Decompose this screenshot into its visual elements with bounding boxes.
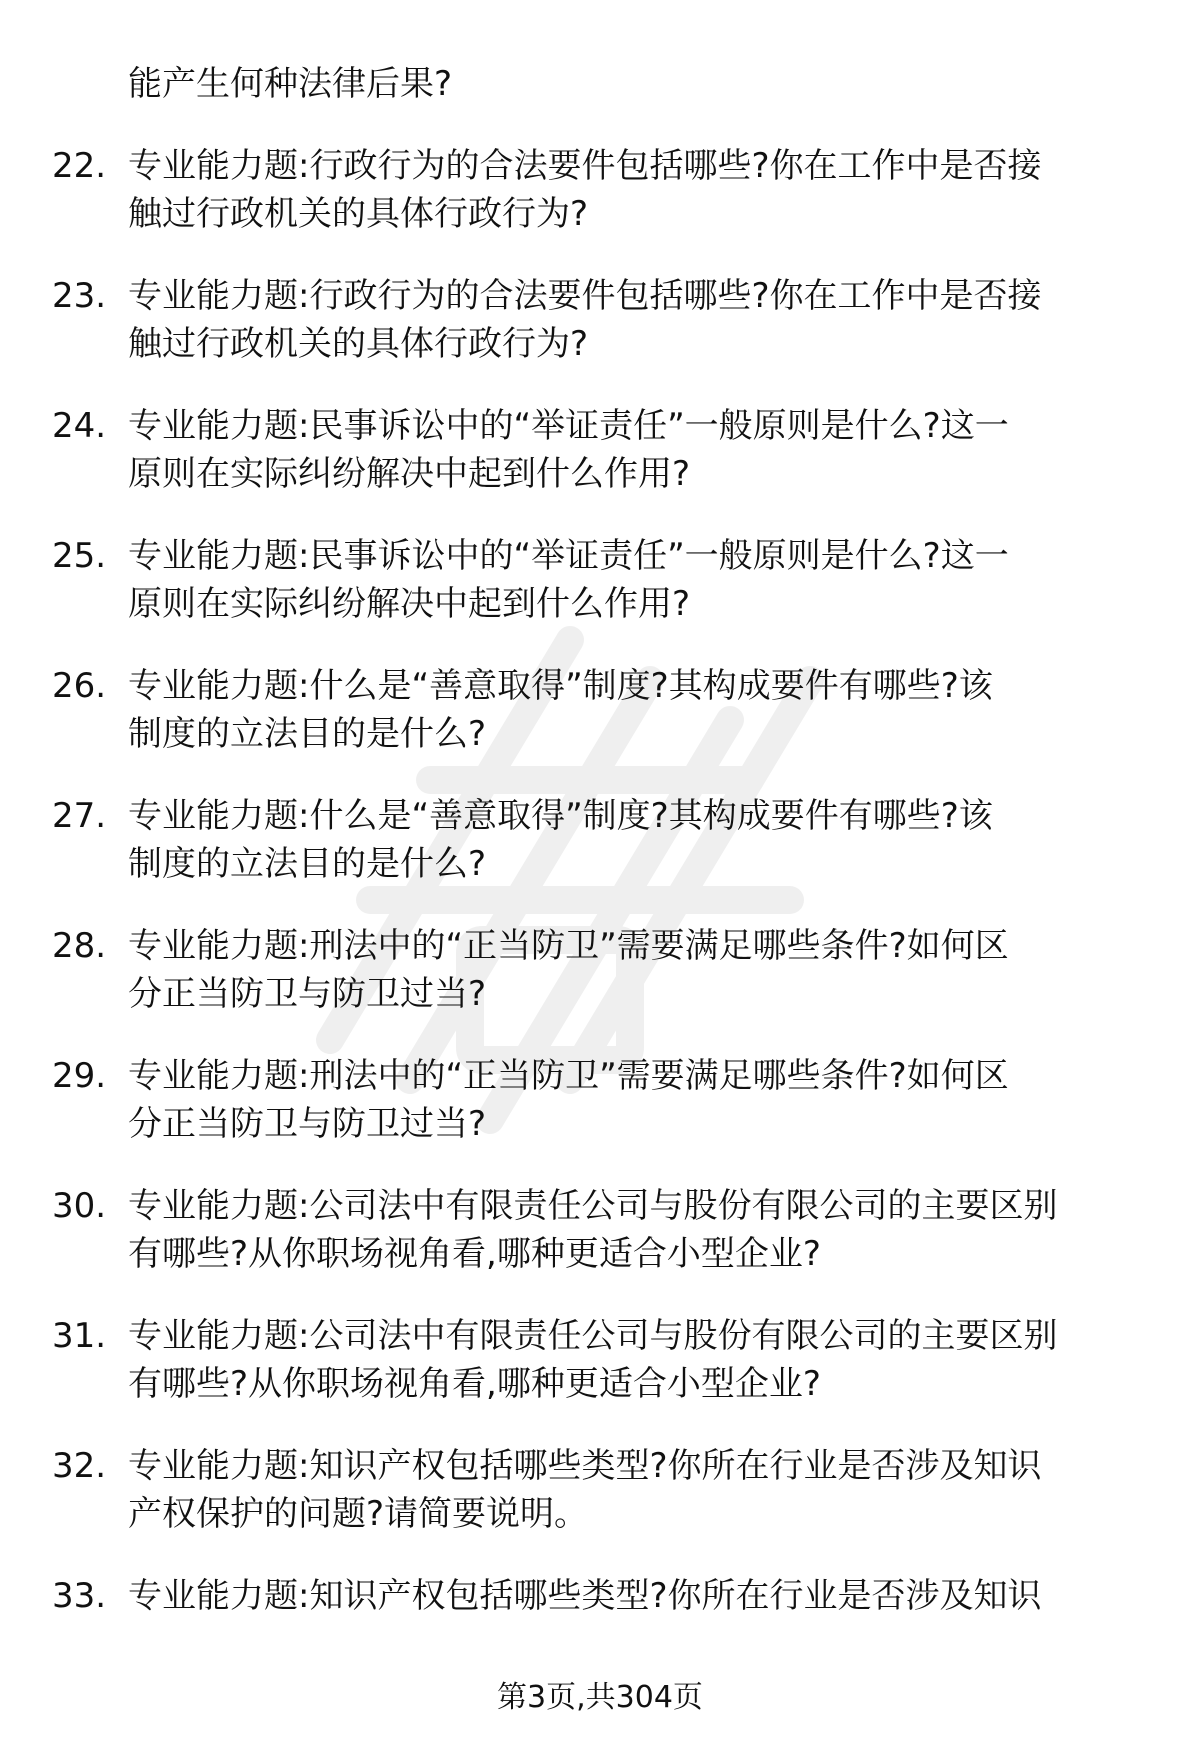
item-text-line: 原则在实际纠纷解决中起到什么作用? — [128, 454, 691, 494]
list-item — [52, 272, 1152, 368]
item-text — [128, 1312, 1152, 1408]
item-text — [128, 922, 1152, 1018]
list-item — [52, 662, 1152, 758]
item-text — [128, 532, 1152, 628]
item-text-line: 产权保护的问题?请简要说明。 — [128, 1494, 589, 1534]
item-text-line: 触过行政机关的具体行政行为? — [128, 324, 589, 364]
list-item — [52, 1312, 1152, 1408]
item-text-line: 专业能力题:刑法中的“正当防卫”需要满足哪些条件?如何区 — [128, 1056, 1009, 1096]
item-text-line: 专业能力题:民事诉讼中的“举证责任”一般原则是什么?这一 — [128, 536, 1009, 576]
item-text-line: 触过行政机关的具体行政行为? — [128, 194, 589, 234]
item-number: 26. — [52, 666, 107, 706]
item-text — [128, 1182, 1152, 1278]
item-text — [128, 402, 1152, 498]
item-text-line: 分正当防卫与防卫过当? — [128, 1104, 487, 1144]
item-text — [128, 662, 1152, 758]
item-text-line: 专业能力题:什么是“善意取得”制度?其构成要件有哪些?该 — [128, 666, 993, 706]
item-text-line: 专业能力题:知识产权包括哪些类型?你所在行业是否涉及知识 — [128, 1446, 1042, 1486]
list-item — [52, 532, 1152, 628]
item-text-line: 有哪些?从你职场视角看,哪种更适合小型企业? — [128, 1234, 821, 1274]
item-text — [128, 272, 1152, 368]
list-item — [52, 1572, 1152, 1620]
list-item — [52, 1182, 1152, 1278]
item-text-line: 专业能力题:行政行为的合法要件包括哪些?你在工作中是否接 — [128, 146, 1042, 186]
item-number: 29. — [52, 1056, 107, 1096]
item-number: 33. — [52, 1576, 107, 1616]
item-text — [128, 792, 1152, 888]
item-text-line: 专业能力题:公司法中有限责任公司与股份有限公司的主要区别 — [128, 1316, 1058, 1356]
item-number: 23. — [52, 276, 107, 316]
item-number: 32. — [52, 1446, 107, 1486]
item-number: 30. — [52, 1186, 107, 1226]
item-text-line: 有哪些?从你职场视角看,哪种更适合小型企业? — [128, 1364, 821, 1404]
item-text — [128, 1442, 1152, 1538]
item-number: 25. — [52, 536, 107, 576]
item-text-line: 专业能力题:公司法中有限责任公司与股份有限公司的主要区别 — [128, 1186, 1058, 1226]
list-item — [52, 402, 1152, 498]
item-text-line: 专业能力题:知识产权包括哪些类型?你所在行业是否涉及知识 — [128, 1576, 1042, 1616]
list-item — [52, 142, 1152, 238]
item-number: 22. — [52, 146, 107, 186]
question-list — [52, 60, 1152, 1654]
item-text-line: 制度的立法目的是什么? — [128, 844, 487, 884]
list-item — [52, 792, 1152, 888]
page-footer: 第3页,共304页 — [497, 1680, 703, 1715]
item-text-line: 专业能力题:民事诉讼中的“举证责任”一般原则是什么?这一 — [128, 406, 1009, 446]
item-number: 27. — [52, 796, 107, 836]
item-number: 28. — [52, 926, 107, 966]
list-item — [52, 1442, 1152, 1538]
list-item — [52, 1052, 1152, 1148]
item-number: 24. — [52, 406, 107, 446]
item-number: 31. — [52, 1316, 107, 1356]
item-text-line: 原则在实际纠纷解决中起到什么作用? — [128, 584, 691, 624]
item-text — [128, 1572, 1152, 1620]
item-text-line: 制度的立法目的是什么? — [128, 714, 487, 754]
item-text — [128, 142, 1152, 238]
list-item — [52, 922, 1152, 1018]
item-text-line: 专业能力题:行政行为的合法要件包括哪些?你在工作中是否接 — [128, 276, 1042, 316]
continuation-line: 能产生何种法律后果? — [128, 64, 453, 104]
item-text-line: 专业能力题:刑法中的“正当防卫”需要满足哪些条件?如何区 — [128, 926, 1009, 966]
item-text-line: 分正当防卫与防卫过当? — [128, 974, 487, 1014]
item-text-line: 专业能力题:什么是“善意取得”制度?其构成要件有哪些?该 — [128, 796, 993, 836]
item-text — [128, 1052, 1152, 1148]
